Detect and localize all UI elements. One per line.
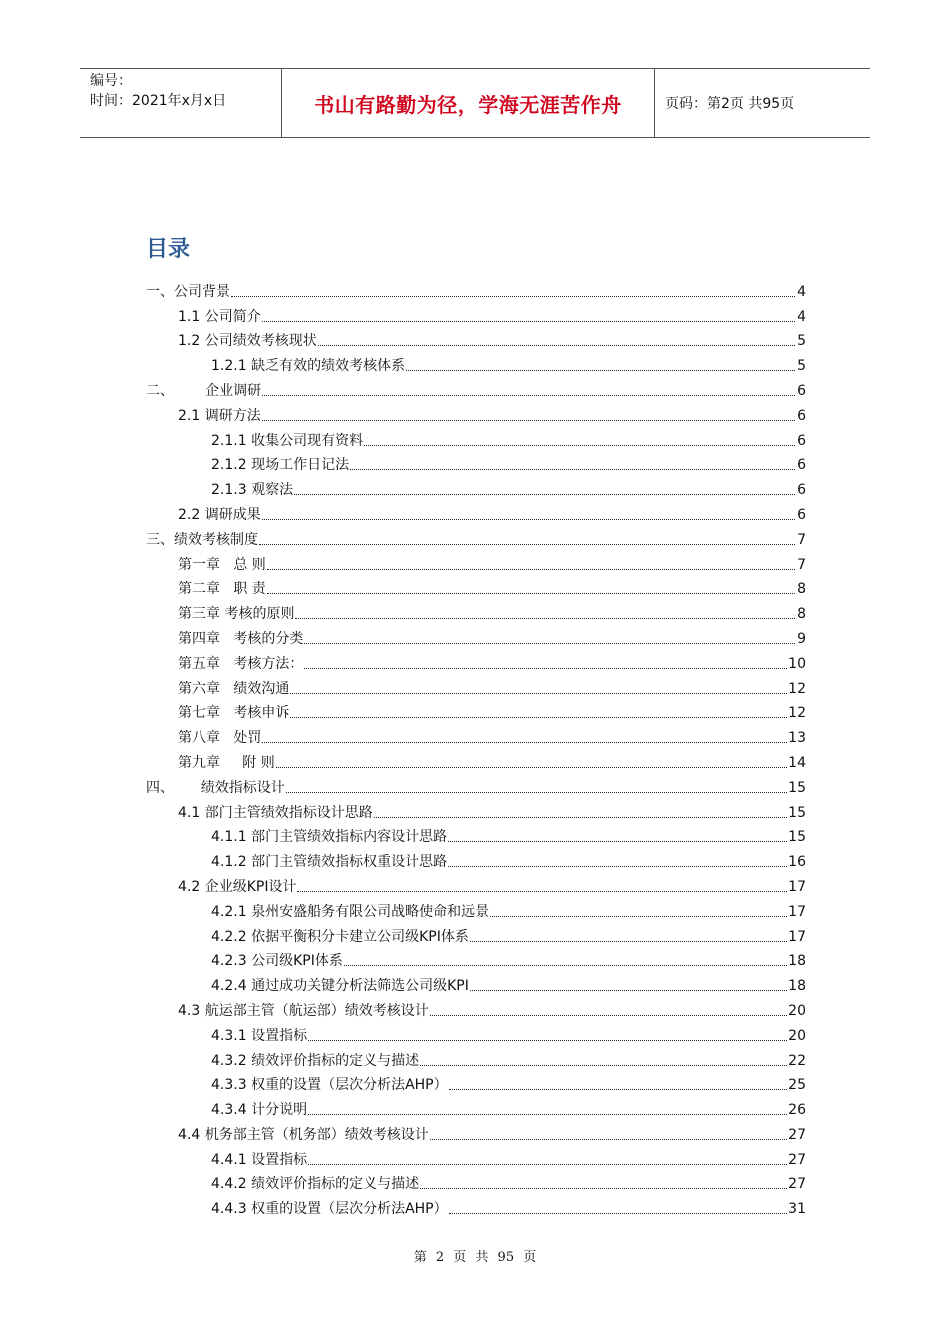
toc-dot-leader	[259, 544, 795, 545]
toc-dot-leader	[262, 519, 795, 520]
toc-entry-page: 15	[788, 779, 806, 796]
toc-entry[interactable]	[146, 276, 806, 301]
document-header	[80, 68, 870, 138]
toc-entry-page: 18	[788, 978, 806, 995]
toc-dot-leader	[449, 1089, 788, 1090]
toc-entry-label: 4.4.2 绩效评价指标的定义与描述	[211, 1176, 420, 1193]
toc-dot-leader	[276, 767, 787, 768]
toc-entry-label: 2.1.2 现场工作日记法	[211, 457, 350, 474]
header-info-cell	[80, 69, 282, 137]
toc-entry[interactable]	[146, 1045, 806, 1070]
toc-dot-leader	[304, 643, 795, 644]
header-motto: 书山有路勤为径，学海无涯苦作舟	[282, 69, 655, 137]
toc-dot-leader	[470, 941, 787, 942]
toc-entry-label: 4.4.1 设置指标	[211, 1151, 308, 1168]
toc-entry-label: 4.4.3 权重的设置（层次分析法AHP）	[211, 1201, 448, 1218]
toc-dot-leader	[490, 916, 787, 917]
toc-dot-leader	[286, 792, 787, 793]
toc-entry-label: 第五章 考核方法：	[178, 655, 304, 672]
toc-entry[interactable]	[146, 797, 806, 822]
toc-entry-label: 4.3.1 设置指标	[211, 1027, 308, 1044]
toc-entry[interactable]	[146, 301, 806, 326]
toc-dot-leader	[308, 1114, 787, 1115]
toc-entry-page: 15	[788, 829, 806, 846]
toc-entry-page: 12	[788, 705, 806, 722]
toc-entry[interactable]	[146, 326, 806, 351]
toc-entry-label: 第九章 附 则	[178, 754, 275, 771]
toc-dot-leader	[470, 990, 787, 991]
toc-dot-leader	[304, 668, 787, 669]
toc-dot-leader	[364, 445, 795, 446]
toc-dot-leader	[350, 469, 795, 470]
toc-entry-label: 2.1.1 收集公司现有资料	[211, 432, 364, 449]
toc-entry[interactable]	[146, 1020, 806, 1045]
toc-entry[interactable]	[146, 574, 806, 599]
page-footer: 第 2 页 共 95 页	[413, 1250, 537, 1265]
toc-entry-label: 4.1.2 部门主管绩效指标权重设计思路	[211, 854, 448, 871]
toc-dot-leader	[448, 866, 787, 867]
toc-dot-leader	[267, 593, 795, 594]
toc-entry-page: 17	[788, 903, 806, 920]
toc-entry[interactable]	[146, 946, 806, 971]
toc-entry-label: 4.1.1 部门主管绩效指标内容设计思路	[211, 829, 448, 846]
toc-entry[interactable]	[146, 822, 806, 847]
toc-entry-label: 4.3.2 绩效评价指标的定义与描述	[211, 1052, 420, 1069]
toc-entry[interactable]	[146, 1070, 806, 1095]
toc-dot-leader	[318, 345, 795, 346]
toc-entry[interactable]	[146, 598, 806, 623]
toc-entry-label: 第四章 考核的分类	[178, 630, 304, 647]
toc-entry-label: 4.2.1 泉州安盛船务有限公司战略使命和远景	[211, 903, 490, 920]
toc-entry-page: 10	[788, 655, 806, 672]
toc-dot-leader	[430, 1015, 787, 1016]
toc-entry-label: 2.2 调研成果	[178, 506, 261, 523]
toc-dot-leader	[262, 420, 795, 421]
toc-entry[interactable]	[146, 846, 806, 871]
toc-dot-leader	[262, 742, 787, 743]
toc-entry-label: 2.1.3 观察法	[211, 482, 294, 499]
toc-entry-label: 4.3.4 计分说明	[211, 1102, 308, 1119]
toc-entry[interactable]	[146, 673, 806, 698]
toc-entry-page: 13	[788, 730, 806, 747]
toc-entry-label: 4.1 部门主管绩效指标设计思路	[178, 804, 373, 821]
toc-entry[interactable]	[146, 1094, 806, 1119]
toc-dot-leader	[295, 618, 795, 619]
toc-entry[interactable]	[146, 698, 806, 723]
toc-entry-page: 15	[788, 804, 806, 821]
toc-entry-page: 8	[797, 606, 806, 623]
toc-entry-label: 2.1 调研方法	[178, 407, 261, 424]
toc-entry[interactable]	[146, 1144, 806, 1169]
toc-entry[interactable]	[146, 524, 806, 549]
toc-entry-page: 27	[788, 1151, 806, 1168]
toc-entry-page: 18	[788, 953, 806, 970]
toc-entry-page: 14	[788, 754, 806, 771]
toc-entry-label: 第二章 职 责	[178, 581, 266, 598]
toc-dot-leader	[262, 395, 795, 396]
toc-entry[interactable]	[146, 623, 806, 648]
toc-dot-leader	[420, 1188, 787, 1189]
toc-dot-leader	[308, 1040, 787, 1041]
toc-entry[interactable]	[146, 648, 806, 673]
toc-entry-label: 1.1 公司简介	[178, 308, 261, 325]
toc-entry-label: 一、公司背景	[146, 283, 230, 300]
toc-entry-page: 8	[797, 581, 806, 598]
toc-entry-label: 4.2.4 通过成功关键分析法筛选公司级KPI	[211, 978, 469, 995]
toc-dot-leader	[374, 817, 787, 818]
toc-entry-page: 4	[797, 283, 806, 300]
toc-entry-page: 16	[788, 854, 806, 871]
toc-dot-leader	[294, 494, 795, 495]
toc-entry-label: 第三章 考核的原则	[178, 606, 295, 623]
toc-dot-leader	[262, 321, 795, 322]
toc-entry-page: 26	[788, 1102, 806, 1119]
toc-entry[interactable]	[146, 474, 806, 499]
toc-entry-page: 4	[797, 308, 806, 325]
toc-entry[interactable]	[146, 772, 806, 797]
toc-entry[interactable]	[146, 921, 806, 946]
document-time-label: 时间：2021年x月x日	[90, 93, 227, 109]
toc-entry[interactable]	[146, 1169, 806, 1194]
toc-entry-label: 二、 企业调研	[146, 382, 262, 399]
toc-entry-page: 17	[788, 878, 806, 895]
toc-entry-label: 4.3 航运部主管（航运部）绩效考核设计	[178, 1002, 429, 1019]
toc-entry-page: 6	[797, 506, 806, 523]
toc-entry-page: 5	[797, 333, 806, 350]
toc-entry-page: 20	[788, 1002, 806, 1019]
toc-entry-page: 5	[797, 358, 806, 375]
toc-entry-page: 20	[788, 1027, 806, 1044]
toc-entry[interactable]	[146, 970, 806, 995]
toc-entry[interactable]	[146, 1193, 806, 1218]
table-of-contents	[146, 276, 806, 1218]
toc-entry-page: 9	[797, 630, 806, 647]
toc-dot-leader	[449, 1213, 788, 1214]
toc-entry-page: 6	[797, 482, 806, 499]
toc-dot-leader	[344, 965, 787, 966]
toc-entry-label: 1.2 公司绩效考核现状	[178, 333, 317, 350]
toc-entry[interactable]	[146, 400, 806, 425]
toc-entry[interactable]	[146, 896, 806, 921]
toc-entry[interactable]	[146, 747, 806, 772]
toc-entry[interactable]	[146, 995, 806, 1020]
toc-entry-page: 27	[788, 1126, 806, 1143]
toc-dot-leader	[290, 717, 787, 718]
toc-entry-label: 1.2.1 缺乏有效的绩效考核体系	[211, 358, 406, 375]
toc-entry-label: 第一章 总 则	[178, 556, 266, 573]
toc-entry-page: 27	[788, 1176, 806, 1193]
toc-entry[interactable]	[146, 549, 806, 574]
toc-dot-leader	[448, 841, 787, 842]
toc-entry-label: 三、绩效考核制度	[146, 531, 258, 548]
toc-dot-leader	[290, 693, 787, 694]
toc-entry-page: 7	[797, 531, 806, 548]
document-number-label: 编号：	[90, 73, 132, 89]
toc-entry[interactable]	[146, 350, 806, 375]
header-page-code: 页码：第2页 共95页	[665, 96, 795, 112]
toc-entry-label: 四、 绩效指标设计	[146, 779, 285, 796]
toc-entry[interactable]	[146, 1119, 806, 1144]
toc-entry-page: 6	[797, 457, 806, 474]
toc-entry-page: 22	[788, 1052, 806, 1069]
toc-entry-page: 6	[797, 407, 806, 424]
toc-dot-leader	[231, 296, 795, 297]
toc-dot-leader	[406, 370, 795, 371]
toc-dot-leader	[267, 569, 795, 570]
toc-title: 目录	[146, 237, 191, 262]
toc-entry[interactable]	[146, 450, 806, 475]
toc-dot-leader	[308, 1164, 787, 1165]
toc-entry-label: 第八章 处罚	[178, 730, 262, 747]
toc-entry-page: 31	[788, 1201, 806, 1218]
toc-entry-page: 6	[797, 432, 806, 449]
toc-entry-label: 4.2.3 公司级KPI体系	[211, 953, 343, 970]
toc-entry-label: 4.2 企业级KPI设计	[178, 878, 297, 895]
toc-entry-label: 4.2.2 依据平衡积分卡建立公司级KPI体系	[211, 928, 469, 945]
toc-dot-leader	[430, 1139, 787, 1140]
toc-entry[interactable]	[146, 871, 806, 896]
toc-dot-leader	[420, 1065, 787, 1066]
toc-dot-leader	[297, 891, 787, 892]
toc-entry-label: 第六章 绩效沟通	[178, 680, 290, 697]
toc-entry-label: 第七章 考核申诉	[178, 705, 290, 722]
toc-entry-page: 12	[788, 680, 806, 697]
toc-entry[interactable]	[146, 425, 806, 450]
toc-entry-label: 4.4 机务部主管（机务部）绩效考核设计	[178, 1126, 429, 1143]
toc-entry-page: 17	[788, 928, 806, 945]
toc-entry-page: 7	[797, 556, 806, 573]
toc-entry[interactable]	[146, 499, 806, 524]
toc-entry[interactable]	[146, 722, 806, 747]
toc-entry[interactable]	[146, 375, 806, 400]
toc-entry-page: 6	[797, 382, 806, 399]
toc-entry-page: 25	[788, 1077, 806, 1094]
toc-entry-label: 4.3.3 权重的设置（层次分析法AHP）	[211, 1077, 448, 1094]
